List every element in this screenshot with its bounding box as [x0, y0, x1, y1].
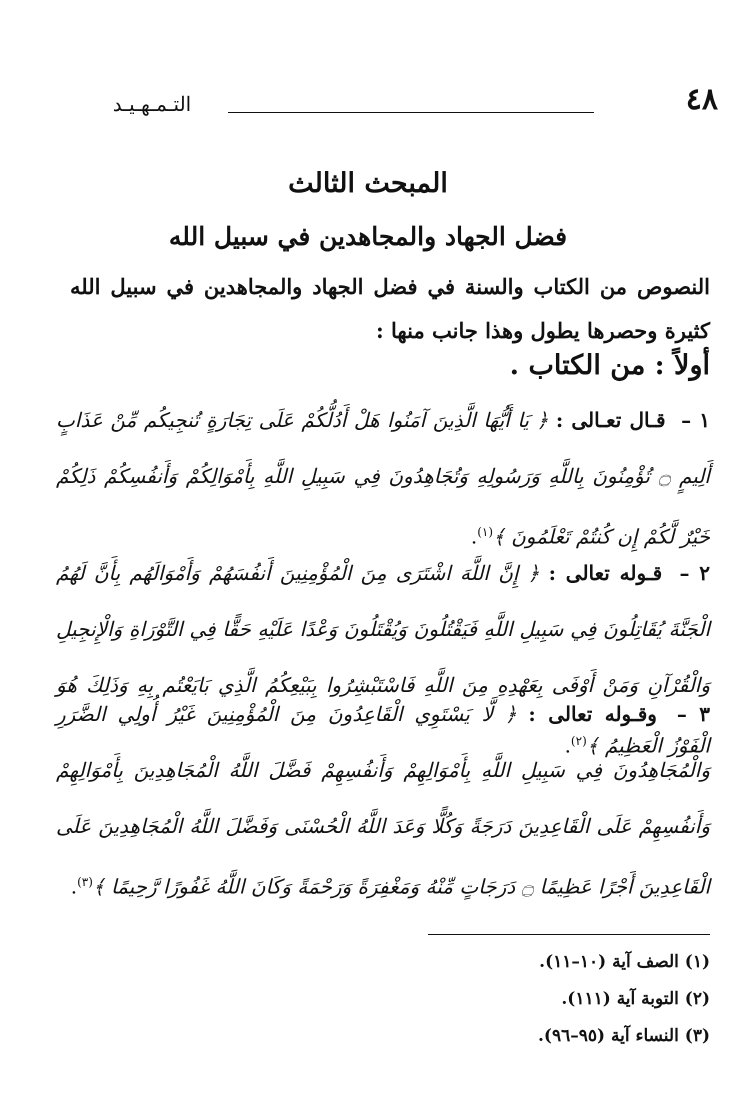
verse-text: ﴿ لَّا يَسْتَوِي الْقَاعِدُونَ مِنَ الْمُؤْمِنِينَ غَيْرُ أُولِي الضَّرَرِ وَالْمُجَاهِدُونَ فِي سَبِيلِ اللَّهِ بِأَمْوَالِهِمْ وَأَنفُسِهِمْ فَضَّلَ اللَّهُ الْمُجَاهِدِينَ بِأَمْوَالِهِمْ وَأَنفُسِهِمْ عَلَى الْقَاعِدِينَ دَرَجَةً وَكُلًّا وَعَدَ اللَّهُ الْحُسْنَى وَفَضَّلَ اللَّهُ الْمُجَاهِدِينَ عَلَى الْقَاعِدِينَ أَجْرًا عَظِيمًا ۝ دَرَجَاتٍ مِّنْهُ وَمَغْفِرَةً وَرَحْمَةً وَكَانَ اللَّهُ غَفُورًا رَّحِيمًا ﴾ — [56, 702, 710, 899]
footnote: (٣) النساء آية (٩٥–٩٦). — [538, 1026, 710, 1046]
item-intro: قـال تعـالى : — [555, 408, 666, 432]
running-title: التـمـهـيـد — [112, 92, 192, 116]
footnote-ref: (١) — [477, 525, 494, 539]
subheading: أولاً : من الكتاب . — [509, 350, 710, 381]
verse-text: ﴿ يَا أَيُّهَا الَّذِينَ آمَنُوا هَلْ أَدُلُّكُمْ عَلَى تِجَارَةٍ تُنجِيكُم مِّنْ عَذَابٍ أَلِيمٍ ۝ تُؤْمِنُونَ بِاللَّهِ وَرَسُولِهِ وَتُجَاهِدُونَ فِي سَبِيلِ اللَّهِ بِأَمْوَالِكُمْ وَأَنفُسِكُمْ ذَلِكُمْ خَيْرٌ لَّكُمْ إِن كُنتُمْ تَعْلَمُونَ ﴾ — [56, 408, 710, 549]
item-intro: وقـوله تعالى : — [528, 702, 657, 726]
footnote: (١) الصف آية (١٠–١١). — [539, 952, 710, 972]
chapter-title: المبحث الثالث — [288, 168, 448, 199]
section-title: فضل الجهاد والمجاهدين في سبيل الله — [168, 222, 568, 251]
footnotes — [200, 944, 710, 1055]
item-end: . — [564, 733, 571, 758]
item-number: ٣ – — [676, 702, 711, 726]
footnote: (٢) التوبة آية (١١١). — [561, 989, 710, 1009]
footnote-ref: (٢) — [570, 734, 587, 748]
item-number: ١ – — [681, 408, 710, 432]
verse-item — [56, 392, 710, 565]
footnote-ref: (٣) — [77, 875, 93, 889]
item-end: . — [470, 524, 478, 549]
header-rule — [228, 112, 594, 113]
intro-paragraph: النصوص من الكتاب والسنة في فضل الجهاد والمجاهدين في سبيل الله كثيرة وحصرها يطول وهذا جانب منها : — [70, 274, 710, 343]
verse-text: ﴿ إِنَّ اللَّهَ اشْتَرَى مِنَ الْمُؤْمِنِينَ أَنفُسَهُمْ وَأَمْوَالَهُم بِأَنَّ لَهُمُ الْجَنَّةَ يُقَاتِلُونَ فِي سَبِيلِ اللَّهِ فَيَقْتُلُونَ وَيُقْتَلُونَ وَعْدًا عَلَيْهِ حَقًّا فِي التَّوْرَاةِ وَالْإِنجِيلِ وَالْقُرْآنِ وَمَنْ أَوْفَى بِعَهْدِهِ مِنَ اللَّهِ فَاسْتَبْشِرُوا بِبَيْعِكُمُ الَّذِي بَايَعْتُم بِهِ وَذَلِكَ هُوَ الْفَوْزُ الْعَظِيمُ ﴾ — [56, 561, 710, 758]
page-number: ٤٨ — [685, 82, 718, 117]
item-end: . — [70, 874, 78, 899]
item-number: ٢ – — [679, 561, 711, 585]
verse-item — [56, 686, 710, 915]
item-intro: قـوله تعالى : — [548, 561, 663, 585]
footnote-rule — [428, 934, 710, 935]
